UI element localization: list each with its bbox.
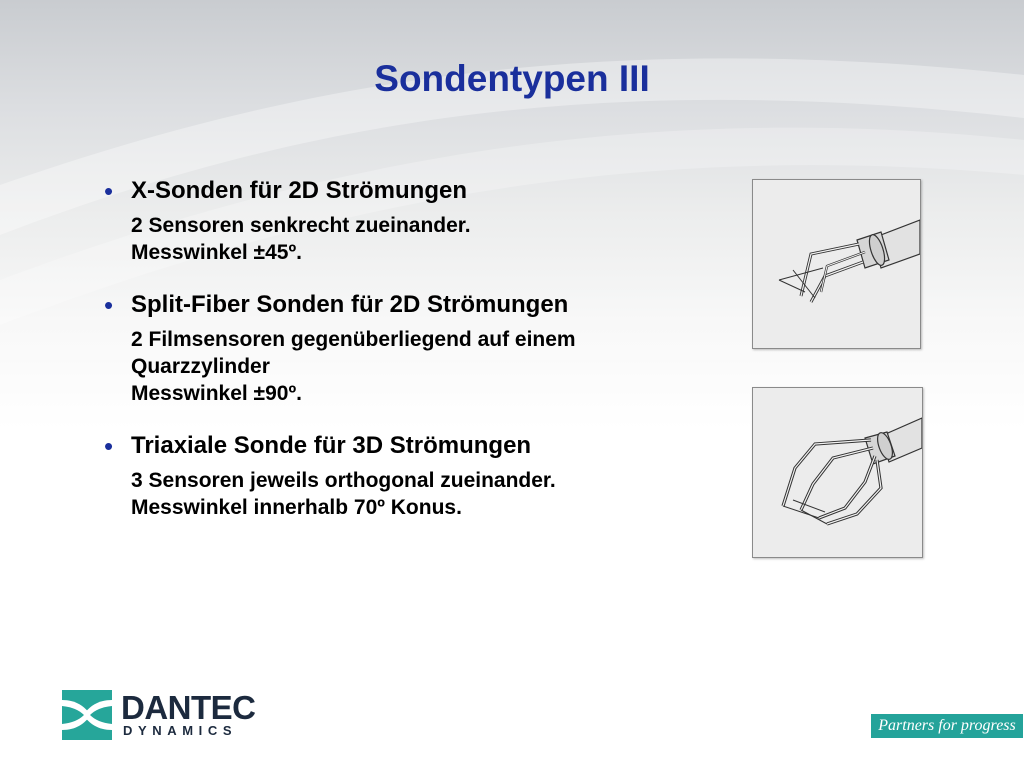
x-probe-image xyxy=(752,179,921,349)
triaxial-probe-illustration-icon xyxy=(753,388,922,557)
bullet-icon: • xyxy=(104,176,114,206)
description-line: 2 Filmsensoren gegenüberliegend auf einem xyxy=(131,328,576,351)
bullet-description xyxy=(131,467,704,521)
dantec-logo xyxy=(62,690,262,742)
bullet-item xyxy=(104,176,704,266)
bullet-item xyxy=(104,431,704,521)
x-probe-illustration-icon xyxy=(753,180,920,348)
bullet-icon: • xyxy=(104,290,114,320)
bullet-heading: Split-Fiber Sonden für 2D Strömungen xyxy=(131,291,569,318)
bullet-description xyxy=(131,212,704,266)
bullet-item xyxy=(104,290,704,407)
logo-brand-text: DANTEC xyxy=(121,689,256,726)
description-line: Messwinkel innerhalb 70º Konus. xyxy=(131,496,462,519)
bullet-description xyxy=(131,326,704,407)
description-line: 3 Sensoren jeweils orthogonal zueinander. xyxy=(131,469,556,492)
description-line: Messwinkel ±90º. xyxy=(131,382,302,405)
triaxial-probe-image xyxy=(752,387,923,558)
bullet-heading: Triaxiale Sonde für 3D Strömungen xyxy=(131,432,532,459)
bullet-list xyxy=(104,176,704,545)
bullet-heading: X-Sonden für 2D Strömungen xyxy=(131,177,467,204)
tagline-banner: Partners for progress xyxy=(871,714,1023,738)
description-line: Messwinkel ±45º. xyxy=(131,241,302,264)
slide-title: Sondentypen III xyxy=(374,58,650,99)
description-line: Quarzzylinder xyxy=(131,355,270,378)
description-line: 2 Sensoren senkrecht zueinander. xyxy=(131,214,471,237)
dantec-logo-icon xyxy=(62,690,112,740)
bullet-icon: • xyxy=(104,431,114,461)
logo-sub-text: DYNAMICS xyxy=(123,723,238,738)
